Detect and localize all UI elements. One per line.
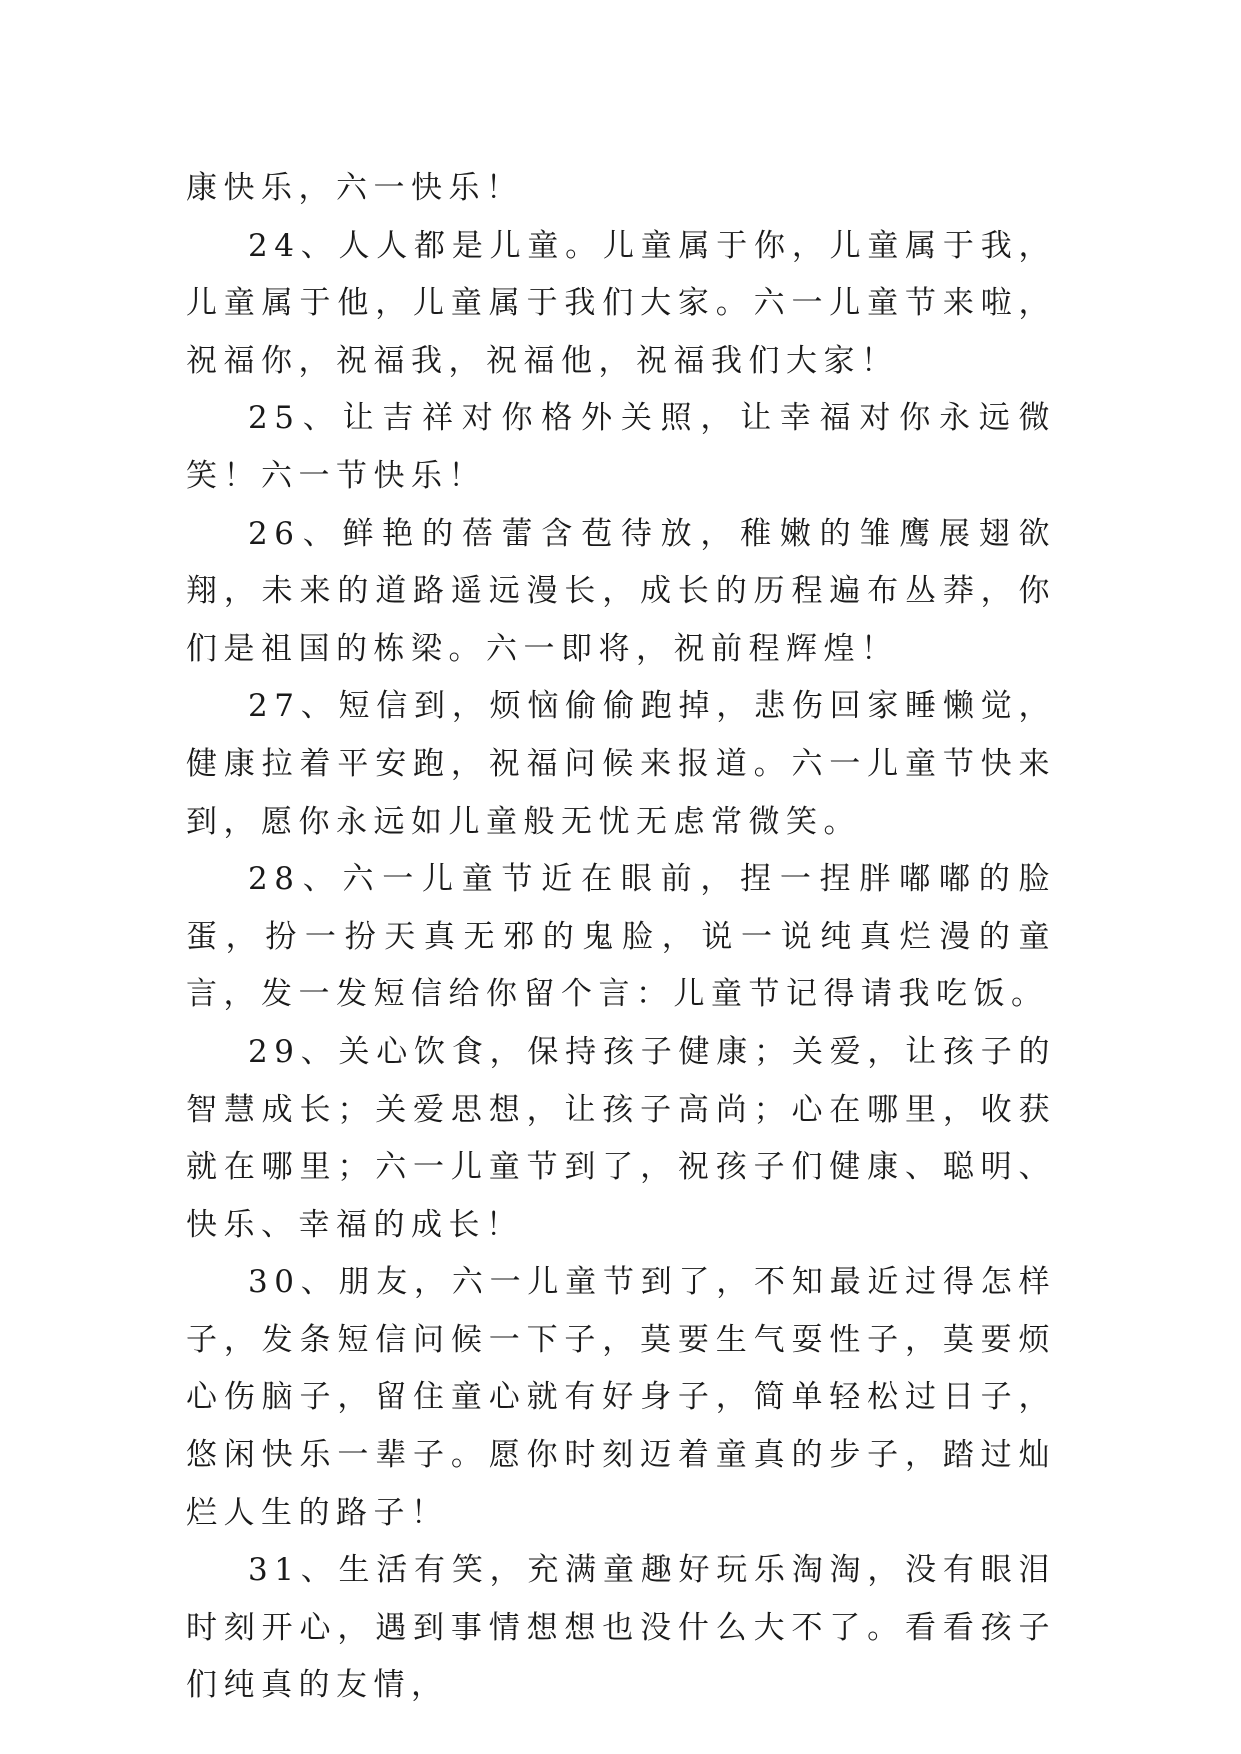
paragraph-31: 31、生活有笑，充满童趣好玩乐淘淘，没有眼泪时刻开心，遇到事情想想也没什么大不了。看看孩子们纯真的友情， [186,1552,1056,1704]
paragraph-30: 30、朋友，六一儿童节到了，不知最近过得怎样子，发条短信问候一下子，莫要生气耍性子，莫要烦心伤脑子，留住童心就有好身子，简单轻松过日子，悠闲快乐一辈子。愿你时刻迈着童真的步子，踏过灿烂人生的路子！ [186,1264,1056,1531]
paragraph-24: 24、人人都是儿童。儿童属于你，儿童属于我，儿童属于他，儿童属于我们大家。六一儿童节来啦，祝福你，祝福我，祝福他，祝福我们大家！ [186,227,1056,379]
paragraph-29: 29、关心饮食，保持孩子健康；关爱，让孩子的智慧成长；关爱思想，让孩子高尚；心在哪里，收获就在哪里；六一儿童节到了，祝孩子们健康、聪明、快乐、幸福的成长！ [186,1033,1056,1243]
paragraph-27: 27、短信到，烦恼偷偷跑掉，悲伤回家睡懒觉，健康拉着平安跑，祝福问候来报道。六一儿童节快来到，愿你永远如儿童般无忧无虑常微笑。 [186,688,1056,840]
paragraph-25: 25、让吉祥对你格外关照，让幸福对你永远微笑！六一节快乐！ [186,400,1056,494]
paragraph-continuation: 康快乐，六一快乐！ [186,170,524,206]
paragraph-26: 26、鲜艳的蓓蕾含苞待放，稚嫩的雏鹰展翅欲翔，未来的道路遥远漫长，成长的历程遍布丛莽，你们是祖国的栋梁。六一即将，祝前程辉煌！ [186,515,1056,667]
document-body [186,160,1056,1715]
paragraph-28: 28、六一儿童节近在眼前，捏一捏胖嘟嘟的脸蛋，扮一扮天真无邪的鬼脸，说一说纯真烂漫的童言，发一发短信给你留个言：儿童节记得请我吃饭。 [186,861,1056,1013]
